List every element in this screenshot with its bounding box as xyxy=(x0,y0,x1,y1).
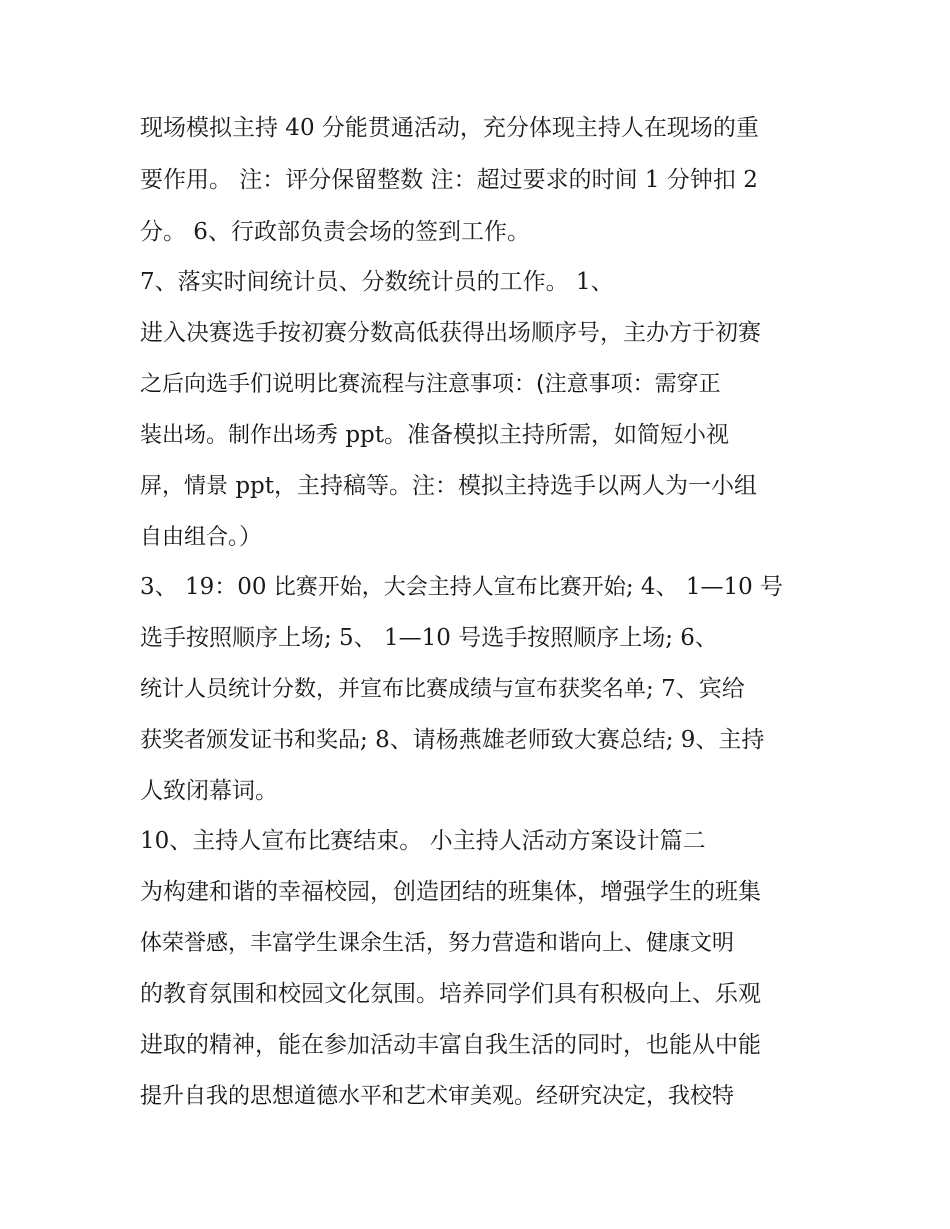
text-line xyxy=(140,572,820,603)
text-line xyxy=(140,522,820,553)
text-run: 提升自我的思想道德水平和艺术审美观。经研究决定，我校特 xyxy=(140,1084,735,1109)
text-run: ppt，主持稿等。注：模拟主持选手以两人为一小组 xyxy=(228,473,758,499)
text-run: 分。 6、行政部负责会场的签到工作。 xyxy=(140,219,530,245)
text-run: 之后向选手们说明比赛流程与注意事项：(注意事项：需穿正 xyxy=(140,372,721,397)
text-run: 进取的精神，能在参加活动丰富自我生活的同时，也能从中能 xyxy=(140,1032,761,1058)
text-run: 3、 19：00 xyxy=(140,574,274,600)
text-run: ppt。准备模拟主持所需，如简短小视 xyxy=(338,422,730,448)
text-line xyxy=(140,471,820,502)
text-run: ） xyxy=(239,524,263,550)
text-run: ; 4、 1—10 号 xyxy=(625,574,784,600)
text-line xyxy=(140,725,820,756)
text-line xyxy=(140,1081,820,1112)
text-run: 的教育氛围和校园文化氛围。培养同学们具有积极向上、乐观 xyxy=(140,981,761,1007)
text-run: 要作用。 注：评分保留整数 注：超过要求的时间 1 分钟扣 2 xyxy=(140,167,758,193)
text-run: 获奖者颁发证书和奖品 xyxy=(140,728,361,753)
text-line xyxy=(140,979,820,1009)
text-run: 10、主持人宣布比赛结束。 小主持人活动方案设计篇二 xyxy=(140,828,706,854)
text-line xyxy=(140,674,820,705)
text-run: 人致闭幕词。 xyxy=(140,778,278,804)
text-line xyxy=(140,776,820,806)
text-run: ; 8、请杨燕雄老师致大赛总结; 9、主持 xyxy=(360,727,765,753)
text-line xyxy=(140,217,820,247)
text-line xyxy=(140,369,820,400)
text-line xyxy=(140,1030,820,1060)
text-line xyxy=(140,877,820,907)
text-line xyxy=(140,267,820,297)
text-run: 为构建和谐的幸福校园，创造团结的班集体，增强学生的班集 xyxy=(140,879,761,905)
text-run: 选手按照顺序上场; 5、 1—10 号选手按照顺序上场; 6、 xyxy=(140,625,718,651)
text-line xyxy=(140,318,820,348)
text-run: 现场模拟主持 40 分能贯通活动，充分体现主持人在现场的重 xyxy=(140,115,759,141)
text-run: 体荣誉感，丰富学生课余生活，努力营造和谐向上、健康文明 xyxy=(140,931,735,956)
text-run: 屏，情景 xyxy=(140,474,229,499)
text-run: 自由组合。 xyxy=(140,525,240,550)
text-run: 进入决赛选手按初赛分数高低获得出场顺序号，主办方于初赛 xyxy=(140,320,761,346)
text-run: ; 7、宾给 xyxy=(646,676,745,702)
text-line xyxy=(140,113,820,143)
text-run: 装出场。制作出场秀 xyxy=(140,423,339,448)
text-line xyxy=(140,165,820,195)
text-run: 7、落实时间统计员、分数统计员的工作。 1、 xyxy=(140,269,614,295)
text-line xyxy=(140,928,820,959)
text-run: 统计人员统计分数，并宣布比赛成绩与宣布获奖名单 xyxy=(140,677,647,702)
text-line xyxy=(140,420,820,451)
text-run: 比赛开始，大会主持人宣布比赛开始 xyxy=(273,575,626,600)
text-line xyxy=(140,826,820,856)
text-line xyxy=(140,623,820,653)
